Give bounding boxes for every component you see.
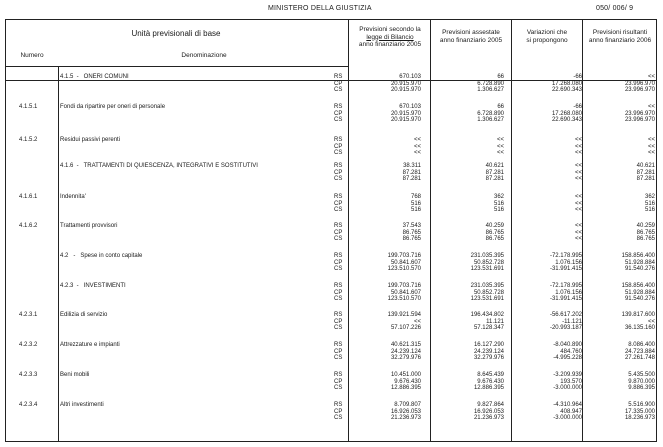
row-assestate xyxy=(434,402,504,422)
row-assestate xyxy=(434,104,504,124)
row-types-value: CS xyxy=(334,176,343,183)
row-legge-bilancio-value: 199.703.716 xyxy=(387,283,421,289)
row-assestate-value: 86.765 xyxy=(485,229,504,236)
row-legge-bilancio-value: 20.915.970 xyxy=(390,117,421,124)
row-denomination: Attrezzature e impianti xyxy=(60,342,120,348)
row-assestate xyxy=(434,342,504,362)
row-assestate-value: 66 xyxy=(497,74,504,80)
row-legge-bilancio-value: 32.279.976 xyxy=(390,355,421,362)
row-types-value: CP xyxy=(334,110,343,117)
divider xyxy=(6,66,348,67)
row-legge-bilancio-value: 8.709.807 xyxy=(394,402,421,408)
divider xyxy=(430,20,431,441)
row-risultanti-value: 87.281 xyxy=(636,169,655,176)
row-risultanti-value: 5.435.500 xyxy=(628,372,655,378)
row-legge-bilancio xyxy=(351,104,421,124)
row-variazioni xyxy=(516,223,582,243)
row-types-value: RS xyxy=(334,342,343,348)
row-assestate xyxy=(434,163,504,183)
row-risultanti-value: 139.817.600 xyxy=(621,312,655,318)
row-legge-bilancio xyxy=(351,194,421,214)
row-assestate xyxy=(434,74,504,94)
row-assestate-value: 231.035.395 xyxy=(470,283,504,289)
row-types xyxy=(334,74,348,94)
row-assestate-value: 8.645.439 xyxy=(477,372,504,378)
row-risultanti xyxy=(585,137,655,157)
row-legge-bilancio-value: << xyxy=(413,318,421,325)
unita-header: Unità previsionali di base xyxy=(131,29,221,38)
row-variazioni-value: -72.178.995 xyxy=(549,283,582,289)
row-variazioni-value: << xyxy=(574,200,582,207)
row-legge-bilancio-value: 40.621.315 xyxy=(390,342,421,348)
row-assestate-value: 12.886.395 xyxy=(473,385,504,392)
row-risultanti-value: 51.928.884 xyxy=(624,259,655,266)
row-legge-bilancio-value: 670.103 xyxy=(399,104,421,110)
row-denomination: Residui passivi perenti xyxy=(60,137,121,143)
row-denomination: Indennita' xyxy=(60,194,86,200)
row-variazioni xyxy=(516,312,582,332)
row-types-value: RS xyxy=(334,312,343,318)
row-assestate-value: 196.434.802 xyxy=(470,312,504,318)
row-assestate-value: 9.676.430 xyxy=(477,378,504,385)
row-types-value: CS xyxy=(334,266,343,273)
row-assestate-value: 6.728.890 xyxy=(477,80,504,87)
row-assestate-value: 9.827.864 xyxy=(477,402,504,408)
row-assestate-value: << xyxy=(496,150,504,157)
row-denomination: Edilizia di servizio xyxy=(60,312,108,318)
row-types-value: RS xyxy=(334,402,343,408)
row-denomination: 4.2 - Spese in conto capitale xyxy=(60,253,143,259)
row-legge-bilancio-value: 20.915.970 xyxy=(390,87,421,94)
row-legge-bilancio-value: 20.915.970 xyxy=(390,110,421,117)
row-risultanti-value: 23.996.970 xyxy=(624,117,655,124)
row-legge-bilancio-value: << xyxy=(413,143,421,150)
divider xyxy=(58,66,59,441)
row-types-value: CS xyxy=(334,296,343,303)
row-types-value: RS xyxy=(334,283,343,289)
row-types-value: CS xyxy=(334,207,343,214)
row-assestate-value: 50.852.728 xyxy=(473,289,504,296)
row-variazioni-value: << xyxy=(574,143,582,150)
row-variazioni-value: 1.076.156 xyxy=(555,289,582,296)
divider xyxy=(582,20,583,441)
row-legge-bilancio-value: 139.921.594 xyxy=(387,312,421,318)
row-variazioni-value: -31.991.415 xyxy=(549,296,582,303)
row-number: 4.1.6.1 xyxy=(19,194,38,200)
row-variazioni-value: << xyxy=(574,163,582,169)
row-legge-bilancio-value: 12.886.395 xyxy=(390,385,421,392)
row-assestate xyxy=(434,372,504,392)
row-variazioni xyxy=(516,104,582,124)
row-risultanti-value: 9.870.000 xyxy=(628,378,655,385)
row-types-value: RS xyxy=(334,253,343,259)
row-assestate-value: << xyxy=(496,143,504,150)
row-types-value: CS xyxy=(334,385,343,392)
row-variazioni-value: -66 xyxy=(573,104,582,110)
row-variazioni-value: << xyxy=(574,137,582,143)
row-variazioni xyxy=(516,372,582,392)
row-risultanti-value: << xyxy=(647,74,655,80)
row-risultanti-value: 51.928.884 xyxy=(624,289,655,296)
row-types xyxy=(334,137,348,157)
row-variazioni-value: << xyxy=(574,223,582,229)
row-assestate-value: 86.765 xyxy=(485,236,504,243)
row-types-value: CP xyxy=(334,378,343,385)
row-variazioni-value: -3.000.000 xyxy=(553,385,582,392)
row-variazioni-value: -8.040.890 xyxy=(553,342,582,348)
row-assestate-value: 21.236.973 xyxy=(473,415,504,422)
row-number: 4.1.6.2 xyxy=(19,223,38,229)
row-risultanti-value: 91.540.276 xyxy=(624,296,655,303)
row-variazioni-value: 17.268.080 xyxy=(551,110,582,117)
row-variazioni-value: 193.570 xyxy=(560,378,582,385)
row-risultanti-value: << xyxy=(647,143,655,150)
row-assestate-value: << xyxy=(496,137,504,143)
row-legge-bilancio-value: << xyxy=(413,150,421,157)
row-variazioni-value: << xyxy=(574,229,582,236)
row-risultanti-value: << xyxy=(647,104,655,110)
row-types-value: CP xyxy=(334,259,343,266)
row-risultanti-value: 36.135.160 xyxy=(624,325,655,332)
row-types xyxy=(334,194,348,214)
row-assestate-value: 16.926.053 xyxy=(473,408,504,415)
row-legge-bilancio-value: 86.765 xyxy=(402,236,421,243)
row-legge-bilancio-value: 50.841.607 xyxy=(390,289,421,296)
row-number: 4.2.3.1 xyxy=(19,312,38,318)
row-types-value: CP xyxy=(334,169,343,176)
row-risultanti-value: 516 xyxy=(644,207,655,214)
row-types-value: RS xyxy=(334,104,343,110)
row-legge-bilancio-value: 38.311 xyxy=(403,163,421,169)
row-number: 4.2.3.4 xyxy=(19,402,38,408)
row-variazioni-value: -66 xyxy=(573,74,582,80)
row-types-value: RS xyxy=(334,372,343,378)
row-denomination: Trattamenti provvisori xyxy=(60,223,118,229)
row-assestate-value: 516 xyxy=(493,200,504,207)
row-variazioni-value: -31.991.415 xyxy=(549,266,582,273)
row-legge-bilancio-value: 50.841.607 xyxy=(390,259,421,266)
row-risultanti-value: 5.516.900 xyxy=(628,402,655,408)
page-reference: 050/ 006/ 9 xyxy=(596,5,634,12)
row-variazioni-value: << xyxy=(574,150,582,157)
row-variazioni xyxy=(516,163,582,183)
row-risultanti-value: 86.765 xyxy=(636,236,655,243)
row-variazioni-value: 484.760 xyxy=(560,348,582,355)
row-types-value: RS xyxy=(334,137,343,143)
row-types-value: CP xyxy=(334,200,343,207)
col-variazioni-header: Variazioni che si propongono xyxy=(526,29,568,44)
row-variazioni-value: 408.947 xyxy=(560,408,582,415)
row-types xyxy=(334,104,348,124)
row-types-value: CP xyxy=(334,289,343,296)
row-legge-bilancio-value: 670.103 xyxy=(399,74,421,80)
row-risultanti xyxy=(585,312,655,332)
row-types-value: CP xyxy=(334,80,343,87)
col-legge-bilancio-header: Previsioni secondo la legge di Bilancio anno finanziario 2005 xyxy=(358,26,422,48)
row-types-value: CP xyxy=(334,318,343,325)
row-assestate-value: 1.306.627 xyxy=(477,87,504,94)
row-assestate-value: 50.852.728 xyxy=(473,259,504,266)
row-assestate xyxy=(434,312,504,332)
row-assestate-value: 16.127.290 xyxy=(473,342,504,348)
numero-header: Numero xyxy=(20,52,44,59)
row-risultanti-value: << xyxy=(647,137,655,143)
row-risultanti xyxy=(585,194,655,214)
row-legge-bilancio-value: 86.765 xyxy=(402,229,421,236)
row-legge-bilancio xyxy=(351,283,421,303)
row-legge-bilancio-value: 87.281 xyxy=(402,176,421,183)
row-legge-bilancio-value: 16.926.053 xyxy=(390,408,421,415)
row-variazioni-value: -3.209.939 xyxy=(553,372,582,378)
row-legge-bilancio-value: 10.451.000 xyxy=(390,372,421,378)
row-types-value: CS xyxy=(334,325,343,332)
row-risultanti-value: 9.886.395 xyxy=(628,385,655,392)
row-variazioni xyxy=(516,283,582,303)
row-assestate-value: 87.281 xyxy=(485,169,504,176)
row-risultanti-value: 23.996.970 xyxy=(624,80,655,87)
row-assestate-value: 516 xyxy=(493,207,504,214)
row-types xyxy=(334,402,348,422)
row-denomination: 4.1.5 - ONERI COMUNI xyxy=(60,74,129,80)
row-variazioni-value: 1.076.156 xyxy=(555,259,582,266)
row-legge-bilancio xyxy=(351,402,421,422)
row-legge-bilancio-value: 199.703.716 xyxy=(387,253,421,259)
row-types xyxy=(334,312,348,332)
row-types xyxy=(334,283,348,303)
row-number: 4.1.5.2 xyxy=(19,137,38,143)
row-legge-bilancio-value: 9.676.430 xyxy=(394,378,421,385)
row-assestate xyxy=(434,283,504,303)
row-risultanti xyxy=(585,74,655,94)
row-types-value: CS xyxy=(334,236,343,243)
row-number: 4.2.3.2 xyxy=(19,342,38,348)
row-variazioni xyxy=(516,342,582,362)
row-variazioni-value: << xyxy=(574,169,582,176)
row-assestate xyxy=(434,253,504,273)
row-assestate xyxy=(434,137,504,157)
row-variazioni xyxy=(516,137,582,157)
row-types-value: RS xyxy=(334,74,343,80)
row-legge-bilancio xyxy=(351,342,421,362)
row-variazioni-value: << xyxy=(574,194,582,200)
row-assestate-value: 11.121 xyxy=(486,318,504,325)
row-denomination: Beni mobili xyxy=(60,372,90,378)
row-types-value: CP xyxy=(334,408,343,415)
row-number: 4.2.3.3 xyxy=(19,372,38,378)
row-types-value: CS xyxy=(334,117,343,124)
row-risultanti-value: 24.723.884 xyxy=(624,348,655,355)
row-denomination: 4.1.6 - TRATTAMENTI DI QUIESCENZA, INTEGRATIVI E SOSTITUTIVI xyxy=(60,163,258,169)
row-assestate-value: 231.035.395 xyxy=(470,253,504,259)
row-types-value: CP xyxy=(334,229,343,236)
row-types xyxy=(334,342,348,362)
row-legge-bilancio-value: 123.510.570 xyxy=(387,266,421,273)
row-types-value: RS xyxy=(334,194,343,200)
row-risultanti-value: 362 xyxy=(644,194,655,200)
row-legge-bilancio xyxy=(351,223,421,243)
row-risultanti xyxy=(585,253,655,273)
row-risultanti xyxy=(585,163,655,183)
row-variazioni-value: << xyxy=(574,236,582,243)
row-risultanti-value: 23.996.970 xyxy=(624,110,655,117)
row-variazioni-value: 17.268.080 xyxy=(551,80,582,87)
ministry-title: MINISTERO DELLA GIUSTIZIA xyxy=(268,5,372,12)
row-assestate-value: 40.259 xyxy=(485,223,504,229)
row-legge-bilancio-value: << xyxy=(413,137,421,143)
row-variazioni xyxy=(516,194,582,214)
row-risultanti-value: 23.996.970 xyxy=(624,87,655,94)
row-variazioni-value: -11.121 xyxy=(562,318,582,325)
row-legge-bilancio xyxy=(351,253,421,273)
row-legge-bilancio xyxy=(351,163,421,183)
row-risultanti xyxy=(585,402,655,422)
row-types-value: CS xyxy=(334,150,343,157)
row-assestate-value: 32.279.976 xyxy=(473,355,504,362)
row-variazioni xyxy=(516,74,582,94)
row-risultanti-value: << xyxy=(647,318,655,325)
row-denomination: Fondi da ripartire per oneri di personale xyxy=(60,104,166,110)
row-legge-bilancio-value: 87.281 xyxy=(402,169,421,176)
row-types xyxy=(334,253,348,273)
row-legge-bilancio-value: 516 xyxy=(410,207,421,214)
row-denomination: 4.2.3 - INVESTIMENTI xyxy=(60,283,126,289)
row-legge-bilancio-value: 57.107.226 xyxy=(390,325,421,332)
row-legge-bilancio xyxy=(351,137,421,157)
row-variazioni-value: -20.993.187 xyxy=(549,325,582,332)
row-number: 4.1.5.1 xyxy=(19,104,38,110)
row-risultanti-value: 40.621 xyxy=(636,163,655,169)
col-risultanti-header: Previsioni risultanti anno finanziario 2006 xyxy=(588,29,652,44)
row-risultanti xyxy=(585,283,655,303)
row-risultanti-value: 158.856.400 xyxy=(621,283,655,289)
denominazione-header: Denominazione xyxy=(181,52,227,59)
row-variazioni-value: << xyxy=(574,207,582,214)
row-variazioni-value: 22.690.343 xyxy=(551,117,582,124)
row-assestate xyxy=(434,223,504,243)
row-types-value: CS xyxy=(334,87,343,94)
row-variazioni-value: << xyxy=(574,176,582,183)
budget-table xyxy=(5,19,657,442)
row-risultanti-value: 87.281 xyxy=(636,176,655,183)
row-legge-bilancio-value: 123.510.570 xyxy=(387,296,421,303)
row-risultanti xyxy=(585,372,655,392)
row-variazioni-value: 22.690.343 xyxy=(551,87,582,94)
row-assestate-value: 87.281 xyxy=(485,176,504,183)
col-assestate-header: Previsioni assestate anno finanziario 2005 xyxy=(439,29,503,44)
row-assestate-value: 57.128.347 xyxy=(473,325,504,332)
row-assestate-value: 40.621 xyxy=(485,163,504,169)
row-risultanti-value: 91.540.276 xyxy=(624,266,655,273)
row-variazioni xyxy=(516,253,582,273)
row-denomination: Altri investimenti xyxy=(60,402,104,408)
row-risultanti-value: 86.765 xyxy=(636,229,655,236)
row-legge-bilancio xyxy=(351,312,421,332)
row-assestate-value: 66 xyxy=(497,104,504,110)
row-types xyxy=(334,223,348,243)
row-legge-bilancio-value: 20.915.970 xyxy=(390,80,421,87)
row-types-value: CS xyxy=(334,355,343,362)
row-risultanti-value: 8.086.400 xyxy=(628,342,655,348)
row-assestate-value: 1.306.627 xyxy=(477,117,504,124)
row-legge-bilancio xyxy=(351,74,421,94)
row-risultanti-value: 18.236.973 xyxy=(624,415,655,422)
row-types-value: CP xyxy=(334,143,343,150)
row-assestate-value: 24.239.124 xyxy=(473,348,504,355)
row-risultanti-value: 17.335.000 xyxy=(624,408,655,415)
row-legge-bilancio xyxy=(351,372,421,392)
row-variazioni-value: -72.178.995 xyxy=(549,253,582,259)
row-types-value: RS xyxy=(334,223,343,229)
row-variazioni-value: -4.310.964 xyxy=(553,402,582,408)
row-risultanti-value: 516 xyxy=(644,200,655,207)
row-types xyxy=(334,372,348,392)
row-variazioni-value: -4.995.228 xyxy=(553,355,582,362)
row-risultanti xyxy=(585,223,655,243)
row-legge-bilancio-value: 21.236.973 xyxy=(390,415,421,422)
row-risultanti-value: 27.261.748 xyxy=(624,355,655,362)
row-risultanti-value: << xyxy=(647,150,655,157)
row-legge-bilancio-value: 24.239.124 xyxy=(390,348,421,355)
row-variazioni-value: -3.000.000 xyxy=(553,415,582,422)
row-legge-bilancio-value: 37.543 xyxy=(402,223,421,229)
row-risultanti-value: 40.259 xyxy=(636,223,655,229)
row-legge-bilancio-value: 516 xyxy=(410,200,421,207)
row-variazioni xyxy=(516,402,582,422)
row-assestate-value: 123.531.691 xyxy=(470,266,504,273)
row-assestate-value: 362 xyxy=(493,194,504,200)
row-variazioni-value: -56.617.202 xyxy=(549,312,582,318)
row-legge-bilancio-value: 768 xyxy=(410,194,421,200)
divider xyxy=(348,20,349,441)
row-types-value: CS xyxy=(334,415,343,422)
row-assestate xyxy=(434,194,504,214)
divider xyxy=(511,20,512,441)
row-risultanti-value: 158.856.400 xyxy=(621,253,655,259)
row-types xyxy=(334,163,348,183)
row-types-value: RS xyxy=(334,163,343,169)
row-risultanti xyxy=(585,104,655,124)
row-types-value: CP xyxy=(334,348,343,355)
row-assestate-value: 6.728.890 xyxy=(477,110,504,117)
row-assestate-value: 123.531.691 xyxy=(470,296,504,303)
row-risultanti xyxy=(585,342,655,362)
